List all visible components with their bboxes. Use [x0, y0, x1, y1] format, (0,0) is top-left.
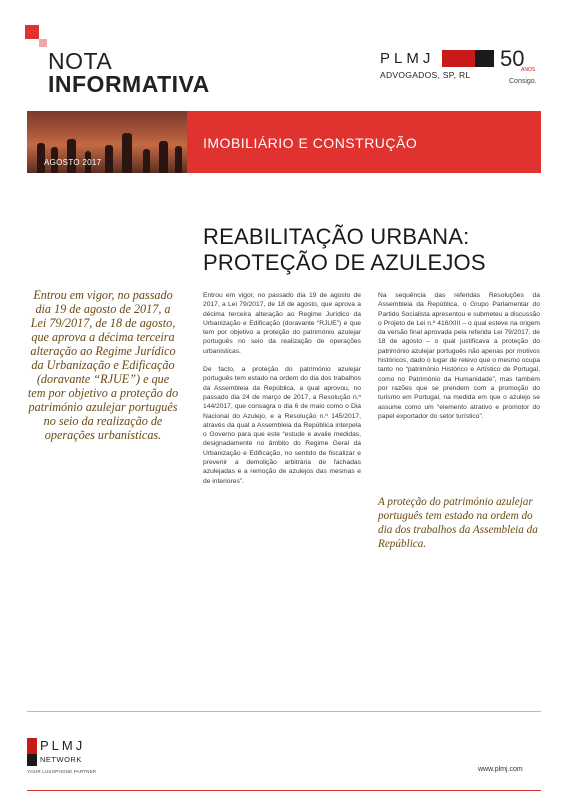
network-logo-icon: [27, 738, 37, 766]
footer-divider: [27, 711, 541, 712]
anniversary-number: 50: [500, 46, 525, 71]
pull-quote: A proteção do património azulejar português tem estado na ordem do dia dos trabalhos da Assembleia da República.: [378, 496, 538, 550]
website-link[interactable]: www.plmj.com: [478, 766, 523, 773]
footer-firm-name: PLMJ: [40, 738, 86, 753]
article-title-line1: REABILITAÇÃO URBANA:: [203, 224, 470, 249]
anniversary-tagline: Consigo.: [509, 78, 537, 85]
section-title: IMOBILIÁRIO E CONSTRUÇÃO: [203, 135, 418, 151]
body-column-1: [203, 291, 361, 495]
corner-square-red: [25, 25, 39, 39]
footer-network: NETWORK: [40, 755, 82, 764]
article-title-line2: PROTEÇÃO DE AZULEJOS: [203, 250, 486, 275]
body-paragraph: Na sequência das referidas Resoluções da Assembleia da República, o Grupo Parlamentar do Partido Socialista apresentou e submeteu a discussão o Projeto de Lei n.º 416/XIII – o qual esteve na origem da versão final aprovada pela referida Lei 79/2017, de 18 de agosto – o qual justificava a proteção do património azulejar português não apenas por motivos históricos, dado o lugar de relevo que o mesmo ocupa tanto no “património Histórico e Artístico de Portugal, como no Património da Humanidade”, mas também por razões que se prendem com a promoção do turismo em Portugal, na medida em que o azulejo se assume como um “elemento atrativo e promotor do papel exportador do setor turístico”.: [378, 292, 540, 420]
doc-type-informativa: INFORMATIVA: [48, 71, 210, 97]
corner-square-pink: [39, 39, 47, 47]
doc-type-nota: NOTA: [48, 48, 113, 74]
firm-logo-bar-icon: [442, 50, 494, 67]
bottom-rule: [27, 790, 541, 791]
body-paragraph: De facto, a proteção do património azulejar português tem estado na ordem do dia dos trabalhos da Assembleia da República, a qual aprovou, no passado dia 24 de março de 2017, a Resolução n.º 144/2017, que consagra o dia 6 de maio como o Dia Nacional do Azulejo, e a Resolução n.º 145/2017, através da qual a Assembleia da República interpela o Governo para que este “estude e avalie medidas, designadamente no âmbito do Regime Geral da Urbanização e Edificação, no sentido de fiscalizar e prevenir a demolição arbitrária de fachadas azulejadas e a remoção de azulejos das mesmas e de interiores”.: [203, 366, 361, 485]
anniversary-word: ANOS: [521, 67, 536, 73]
article-title: [203, 224, 486, 276]
firm-logo-text: PLMJ: [380, 50, 435, 67]
footer-partner-tagline: YOUR LUSOPHONE PARTNER: [27, 769, 97, 774]
issue-date: AGOSTO 2017: [44, 158, 102, 167]
body-paragraph: Entrou em vigor, no passado dia 19 de agosto de 2017, a Lei 79/2017, de 18 de agosto, que aprova a décima terceira alteração ao Regime Jurídico da Urbanização e Edificação (doravante “RJUE”) e que tem por objetivo a proteção do património azulejar português no seio da realização de operações urbanísticas.: [203, 292, 361, 355]
lead-paragraph: Entrou em vigor, no passado dia 19 de agosto de 2017, a Lei 79/2017, de 18 de agosto, que aprova a décima terceira alteração ao Regime Jurídico da Urbanização e Edificação (doravante “RJUE”) e que tem por objetivo a proteção do património azulejar português no seio da realização de operações urbanísticas.: [27, 288, 179, 442]
firm-subtitle: ADVOGADOS, SP, RL: [380, 70, 471, 80]
body-column-2: [378, 291, 540, 430]
